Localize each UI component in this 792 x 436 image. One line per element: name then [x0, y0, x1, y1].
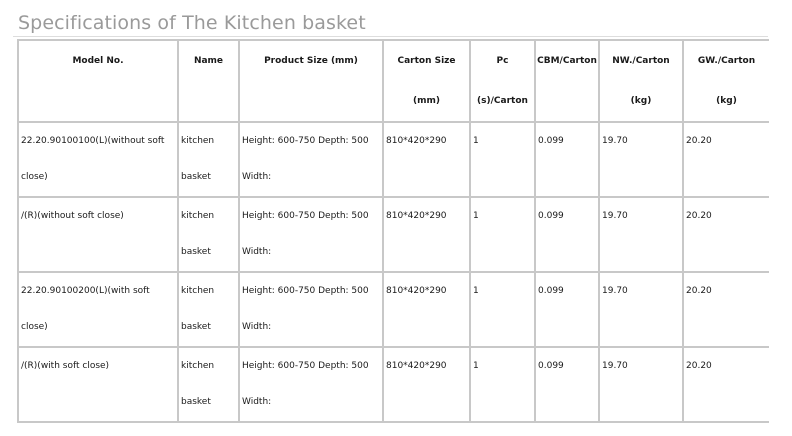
column-header-cbm-per-carton: CBM/Carton — [535, 40, 599, 122]
gross-weight-cell: 20.20 — [683, 122, 769, 197]
column-header-pcs-per-carton: Pc (s)/Carton — [470, 40, 535, 122]
pcs-per-carton-cell: 1 — [470, 272, 535, 347]
column-header-product-size: Product Size (mm) — [239, 40, 383, 122]
table-row — [18, 272, 769, 347]
product-size-cell: Height: 600-750 Depth: 500 Width: — [239, 197, 383, 272]
product-size-cell: Height: 600-750 Depth: 500 Width: — [239, 347, 383, 422]
column-header-model-no: Model No. — [18, 40, 178, 122]
cbm-per-carton-cell: 0.099 — [535, 197, 599, 272]
page-title: Specifications of The Kitchen basket — [18, 12, 366, 34]
model-number-cell: /(R)(without soft close) — [18, 197, 178, 272]
column-header-carton-size: Carton Size (mm) — [383, 40, 470, 122]
product-name-cell: kitchen basket — [178, 197, 239, 272]
carton-size-cell: 810*420*290 — [383, 272, 470, 347]
column-header-gw-per-carton: GW./Carton (kg) — [683, 40, 769, 122]
product-size-cell: Height: 600-750 Depth: 500 Width: — [239, 122, 383, 197]
product-name-cell: kitchen basket — [178, 347, 239, 422]
product-size-cell: Height: 600-750 Depth: 500 Width: — [239, 272, 383, 347]
pcs-per-carton-cell: 1 — [470, 197, 535, 272]
title-divider — [13, 36, 768, 37]
gross-weight-cell: 20.20 — [683, 347, 769, 422]
model-number-cell: 22.20.90100100(L)(without soft close) — [18, 122, 178, 197]
product-name-cell: kitchen basket — [178, 122, 239, 197]
cbm-per-carton-cell: 0.099 — [535, 347, 599, 422]
model-number-cell: 22.20.90100200(L)(with soft close) — [18, 272, 178, 347]
pcs-per-carton-cell: 1 — [470, 347, 535, 422]
carton-size-cell: 810*420*290 — [383, 122, 470, 197]
cbm-per-carton-cell: 0.099 — [535, 272, 599, 347]
gross-weight-cell: 20.20 — [683, 272, 769, 347]
model-number-cell: /(R)(with soft close) — [18, 347, 178, 422]
product-name-cell: kitchen basket — [178, 272, 239, 347]
cbm-per-carton-cell: 0.099 — [535, 122, 599, 197]
net-weight-cell: 19.70 — [599, 347, 683, 422]
net-weight-cell: 19.70 — [599, 122, 683, 197]
specifications-table — [17, 39, 769, 423]
carton-size-cell: 810*420*290 — [383, 197, 470, 272]
gross-weight-cell: 20.20 — [683, 197, 769, 272]
carton-size-cell: 810*420*290 — [383, 347, 470, 422]
table-row — [18, 122, 769, 197]
net-weight-cell: 19.70 — [599, 197, 683, 272]
table-row — [18, 347, 769, 422]
column-header-nw-per-carton: NW./Carton (kg) — [599, 40, 683, 122]
column-header-name: Name — [178, 40, 239, 122]
pcs-per-carton-cell: 1 — [470, 122, 535, 197]
net-weight-cell: 19.70 — [599, 272, 683, 347]
table-row — [18, 197, 769, 272]
table-header-row — [18, 40, 769, 122]
